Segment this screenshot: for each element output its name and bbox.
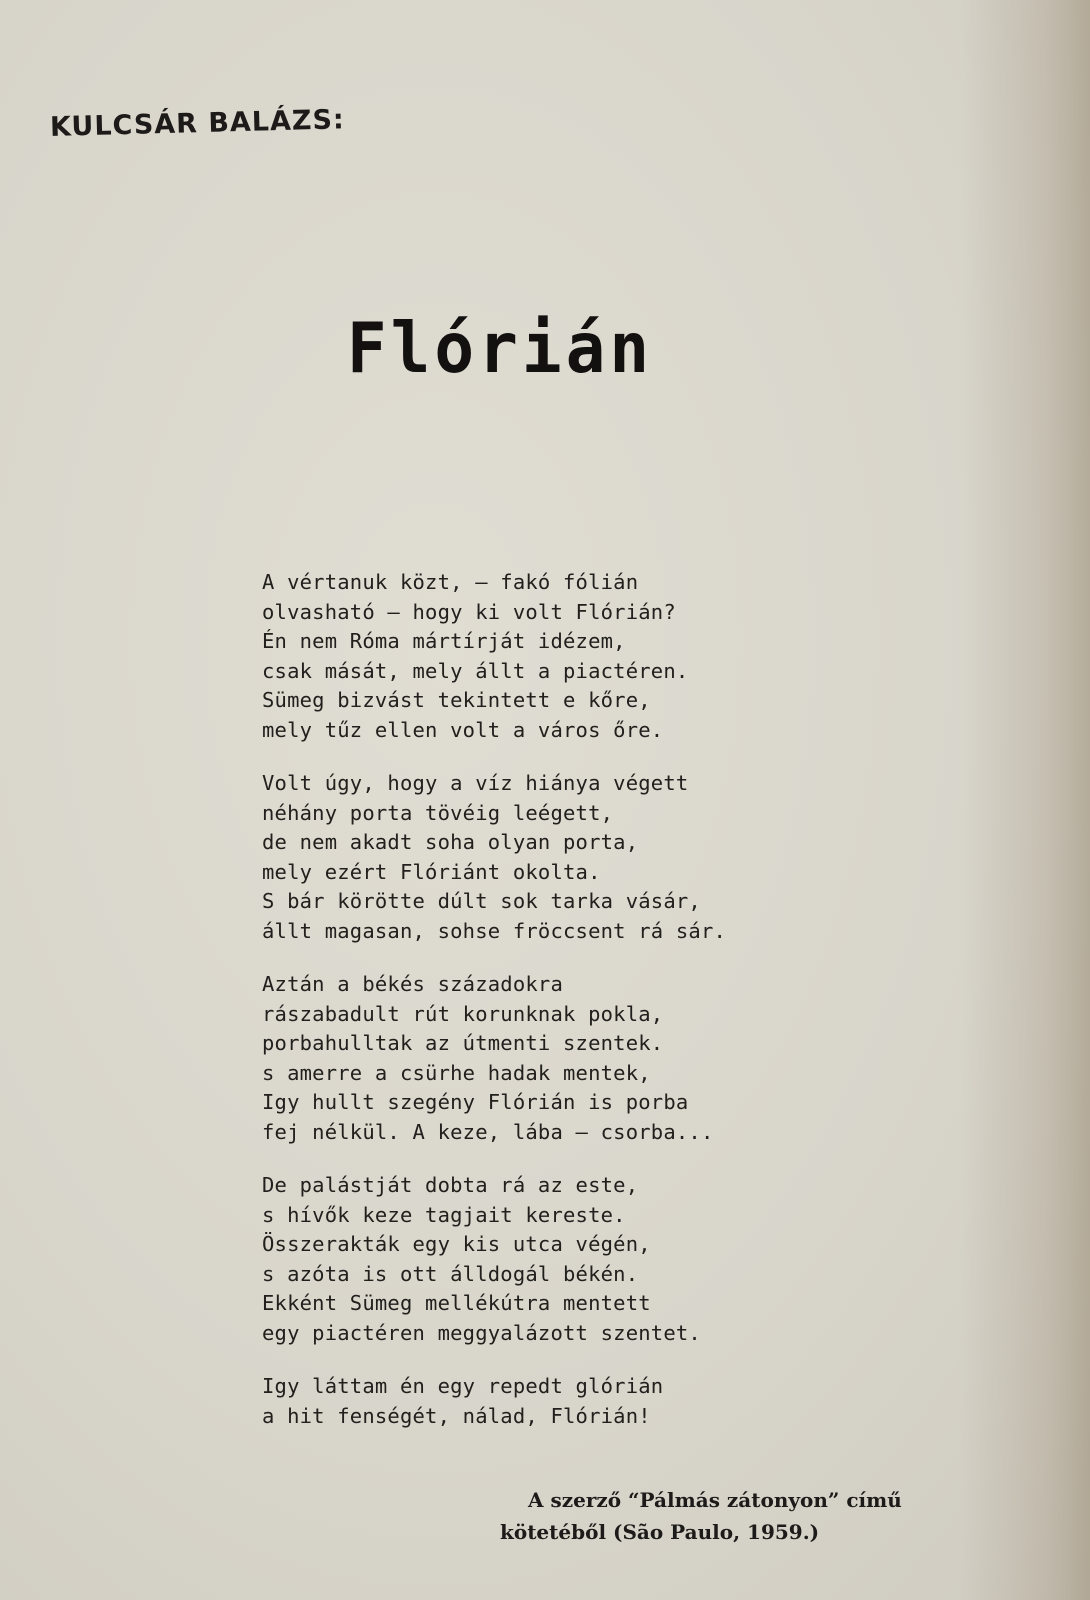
poem-line: A vértanuk közt, — fakó fólián [262,570,639,594]
poem-line: mely ezért Flóriánt okolta. [262,859,601,884]
stanza-5 [262,1372,762,1431]
poem-line: Összerakták egy kis utca végén, [262,1232,651,1256]
poem-line: Én nem Róma mártírját idézem, [262,629,626,653]
poem-line: Igy hullt szegény Flórián is porba [262,1090,689,1114]
poem-line: S bár körötte dúlt sok tarka vásár, [262,889,701,913]
stanza-1 [262,568,762,745]
poem-line: Volt úgy, hogy a víz hiánya végett [262,771,689,795]
poem-line: Igy láttam én egy repedt glórián [262,1374,664,1398]
poem-line: rászabadult rút korunknak pokla, [262,1001,664,1026]
poem-line: olvasható — hogy ki volt Flórián? [262,599,676,624]
poem-body [262,568,762,1455]
poem-line: állt magasan, sohse fröccsent rá sár. [262,918,727,943]
stanza-4 [262,1171,762,1348]
poem-line: Sümeg bizvást tekintett e kőre, [262,688,651,712]
source-note [500,1484,980,1548]
poem-line: porbahulltak az útmenti szentek. [262,1031,664,1055]
poem-line: s hívők keze tagjait kereste. [262,1202,626,1227]
stanza-2 [262,769,762,946]
source-note-line-1: A szerző “Pálmás zátonyon” című [528,1488,902,1512]
poem-line: Ekként Sümeg mellékútra mentett [262,1291,651,1315]
poem-line: a hit fenségét, nálad, Flórián! [262,1403,651,1428]
poem-line: s amerre a csürhe hadak mentek, [262,1060,651,1085]
poem-line: mely tűz ellen volt a város őre. [262,717,664,742]
poem-line: fej nélkül. A keze, lába — csorba... [262,1119,714,1144]
poem-line: Aztán a békés századokra [262,972,564,996]
poem-line: néhány porta tövéig leégett, [262,800,614,825]
poem-title: Flórián [346,308,654,389]
poem-line: csak mását, mely állt a piactéren. [262,658,689,683]
poem-line: s azóta is ott álldogál békén. [262,1261,639,1286]
stanza-3 [262,970,762,1147]
poem-line: de nem akadt soha olyan porta, [262,830,639,854]
poem-line: De palástját dobta rá az este, [262,1173,639,1197]
source-note-line-2: kötetéből (São Paulo, 1959.) [500,1520,820,1544]
poem-line: egy piactéren meggyalázott szentet. [262,1320,701,1345]
author-name: KULCSÁR BALÁZS: [49,104,346,143]
